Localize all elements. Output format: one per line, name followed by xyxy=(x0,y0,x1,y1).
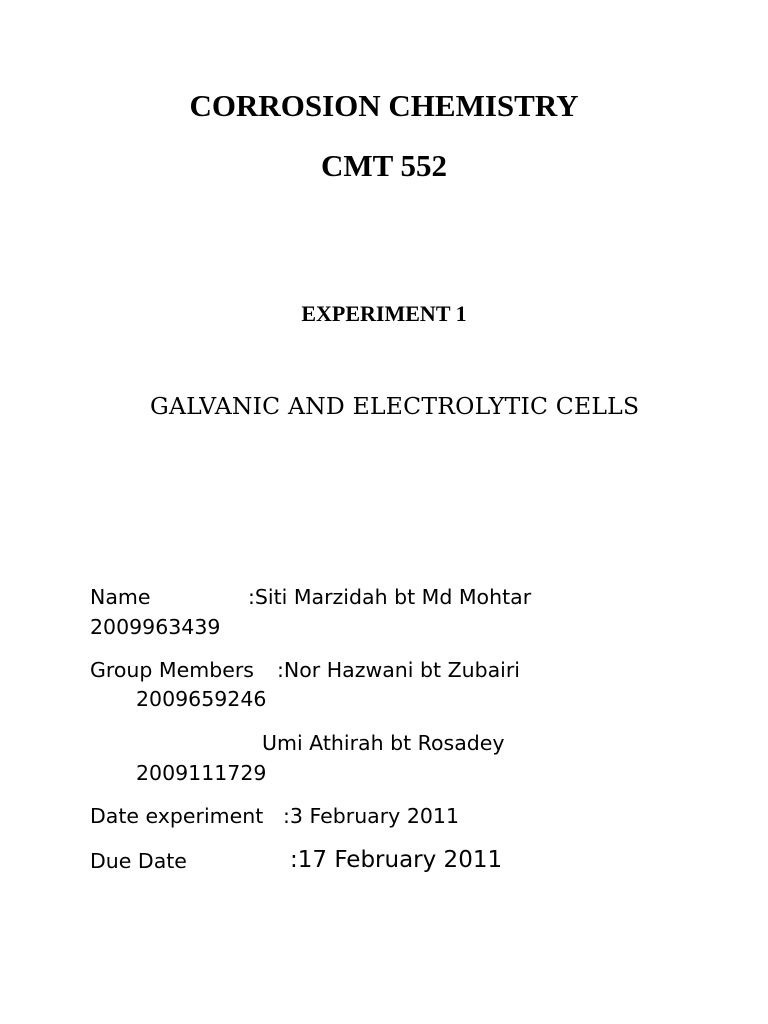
group-members-label: Group Members xyxy=(90,658,254,682)
group-member-id: 2009111729 xyxy=(136,761,267,785)
name-value: :Siti Marzidah bt Md Mohtar xyxy=(248,585,532,609)
experiment-title: GALVANIC AND ELECTROLYTIC CELLS xyxy=(150,392,640,420)
course-code: CMT 552 xyxy=(320,148,447,183)
date-experiment-label: Date experiment xyxy=(90,804,264,828)
due-date-value: :17 February 2011 xyxy=(290,847,503,873)
group-member-name: :Nor Hazwani bt Zubairi xyxy=(277,658,520,682)
name-id: 2009963439 xyxy=(90,615,221,639)
group-member-name: Umi Athirah bt Rosadey xyxy=(262,731,505,755)
group-member-id: 2009659246 xyxy=(136,687,267,711)
experiment-number: EXPERIMENT 1 xyxy=(301,301,467,326)
course-title: CORROSION CHEMISTRY xyxy=(189,88,579,123)
name-label: Name xyxy=(90,585,151,609)
due-date-label: Due Date xyxy=(90,849,187,873)
date-experiment-value: :3 February 2011 xyxy=(283,804,459,828)
